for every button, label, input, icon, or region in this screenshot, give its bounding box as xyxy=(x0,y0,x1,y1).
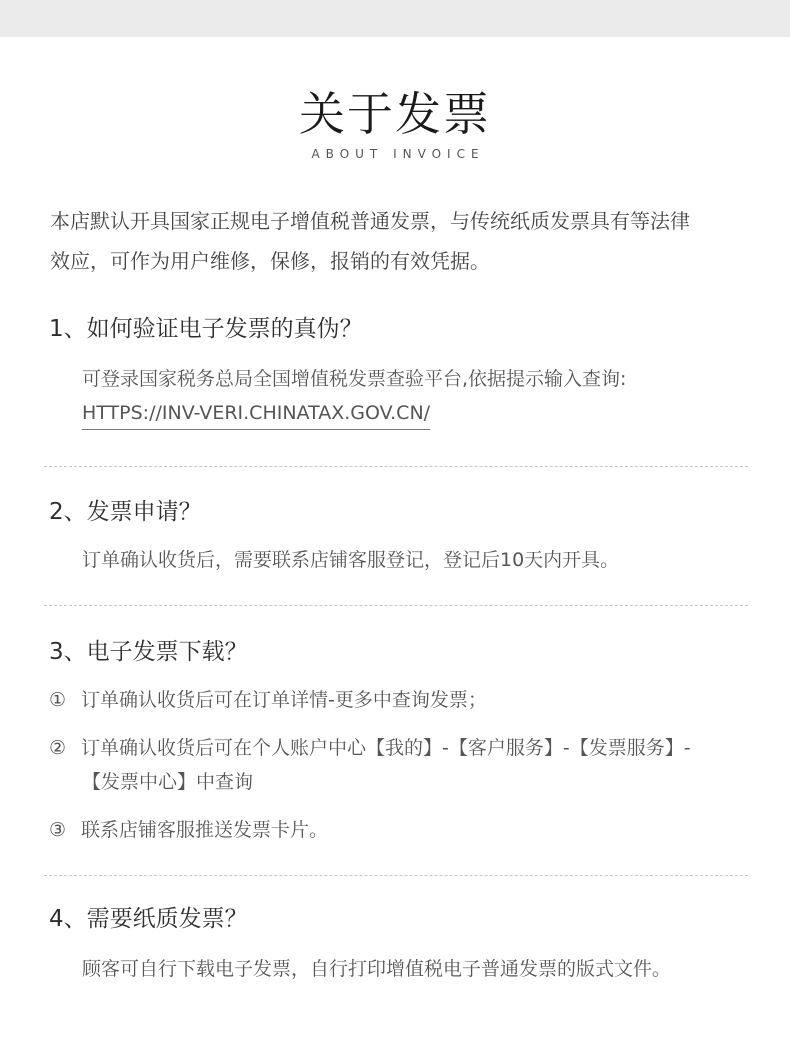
intro-line-1: 本店默认开具国家正规电子增值税普通发票，与传统纸质发票具有等法律 xyxy=(50,209,690,233)
item-number: ③ xyxy=(49,819,67,841)
top-band xyxy=(0,0,790,37)
item-number: ② xyxy=(49,737,67,759)
section-1-body xyxy=(82,362,762,430)
item-text: 订单确认收货后可在个人账户中心【我的】-【客户服务】-【发票服务】- xyxy=(81,737,691,759)
list-item xyxy=(49,812,749,848)
item-number: ① xyxy=(49,689,67,711)
section-2-body: 订单确认收货后，需要联系店铺客服登记，登记后10天内开具。 xyxy=(82,549,620,571)
intro-paragraph xyxy=(50,201,750,281)
item-continuation: 【发票中心】中查询 xyxy=(82,771,254,793)
list-item xyxy=(49,730,749,766)
divider xyxy=(44,466,748,467)
page-subtitle: ABOUT INVOICE xyxy=(311,147,485,161)
page-title: 关于发票 xyxy=(299,87,491,141)
section-2-title: 2、发票申请？ xyxy=(49,499,202,525)
list-item xyxy=(49,682,749,718)
section-3-title: 3、电子发票下载？ xyxy=(49,639,248,665)
section-4-body: 顾客可自行下载电子发票，自行打印增值税电子普通发票的版式文件。 xyxy=(82,958,672,980)
section-1-text: 可登录国家税务总局全国增值税发票查验平台,依据提示输入查询: xyxy=(82,368,627,390)
intro-line-2: 效应，可作为用户维修，保修，报销的有效凭据。 xyxy=(50,249,490,273)
divider xyxy=(44,875,748,876)
verification-link[interactable]: HTTPS://INV-VERI.CHINATAX.GOV.CN/ xyxy=(82,398,430,430)
section-1-title: 1、如何验证电子发票的真伪？ xyxy=(49,316,363,342)
item-text: 订单确认收货后可在订单详情-更多中查询发票； xyxy=(81,689,487,711)
item-text: 联系店铺客服推送发票卡片。 xyxy=(81,819,329,841)
divider xyxy=(44,605,748,606)
section-4-title: 4、需要纸质发票？ xyxy=(49,906,248,932)
